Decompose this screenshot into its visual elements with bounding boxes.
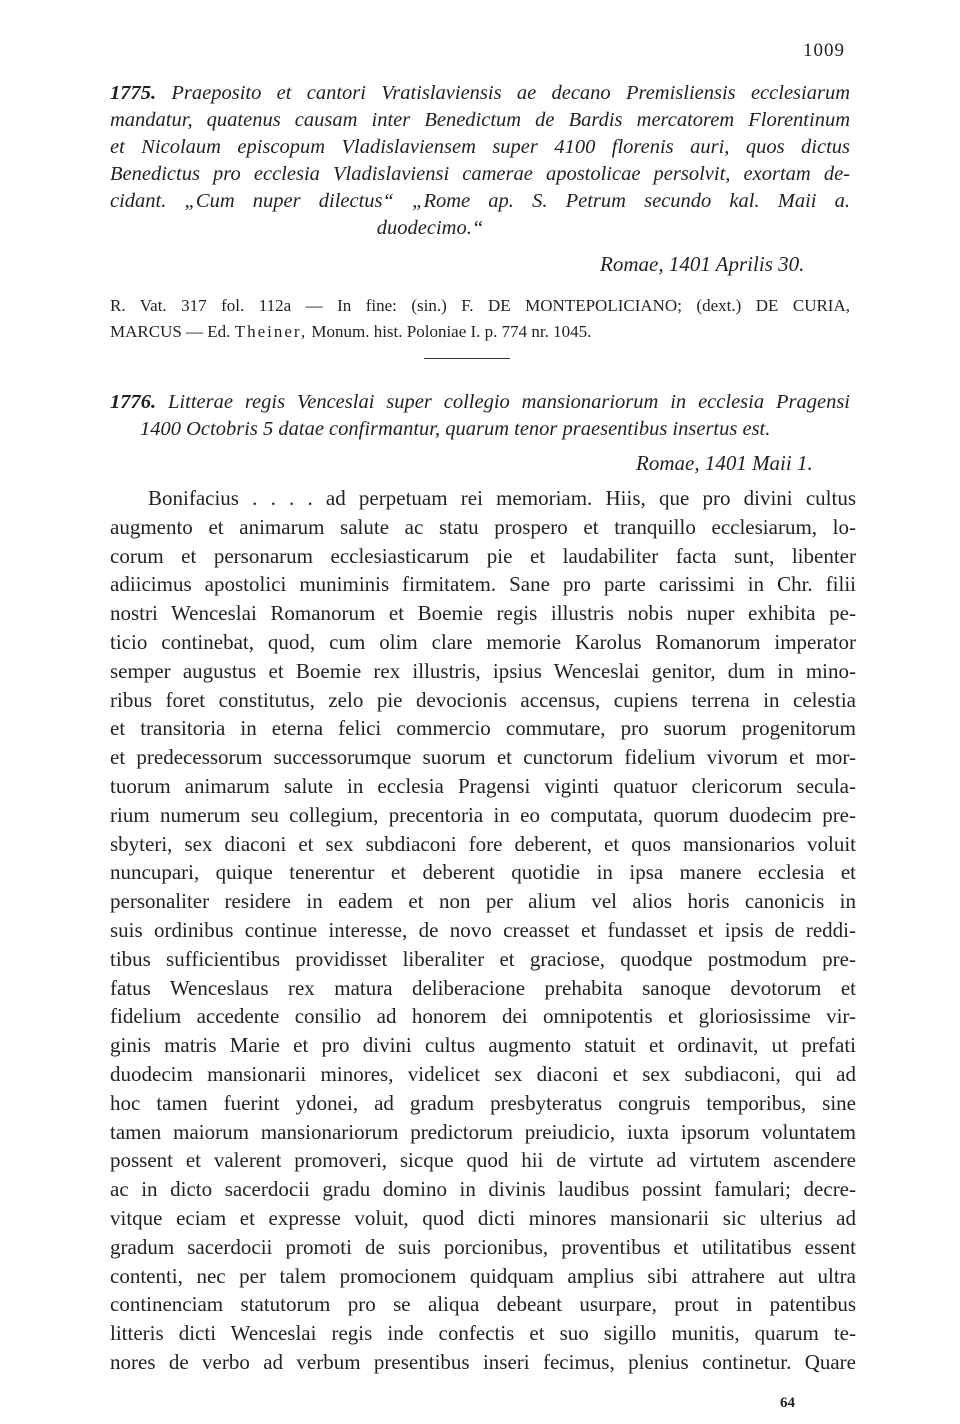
text-line: ticio continebat, quod, cum olim clare memorie Karolus Romanorum imperator	[110, 629, 856, 654]
text-line: augmento et animarum salute ac statu prospero et tranquillo ecclesiarum, lo-	[110, 514, 856, 539]
summary-last-line: duodecimo.“	[376, 217, 484, 239]
source-line: MARCUS — Ed. Theiner, Monum. hist. Poloniae I. p. 774 nr. 1045.	[110, 322, 592, 341]
entry-1775-summary	[110, 80, 850, 242]
text-line: nostri Wenceslai Romanorum et Boemie regis illustris nobis nuper exhibita pe-	[110, 601, 856, 626]
entry-number: 1776.	[110, 391, 157, 413]
page-number: 1009	[803, 40, 845, 61]
entry-1776-text	[110, 484, 856, 1377]
text-line: tuorum animarum salute in ecclesia Pragensi viginti quatuor clericorum secula-	[110, 773, 856, 798]
text-line: fidelium accedente consilio ad honorem dei omnipotentis et gloriosissime vir-	[110, 1004, 856, 1029]
summary-line: cidant. „Cum nuper dilectus“ „Rome ap. S. Petrum secundo kal. Maii a.	[110, 190, 850, 212]
entry-1775-date: Romae, 1401 Aprilis 30.	[600, 252, 805, 276]
text-line: personaliter residere in eadem et non per alium vel alios horis canonicis in	[110, 889, 856, 914]
text-line: contenti, nec per talem promocionem quidquam amplius sibi attrahere aut ultra	[110, 1263, 856, 1288]
text-line: duodecim mansionarii minores, videlicet sex diaconi et sex subdiaconi, qui ad	[110, 1061, 856, 1086]
summary-line: 1776. Litterae regis Venceslai super collegio mansionariorum in ecclesia Pragensi	[110, 391, 851, 413]
editor-name: Theiner,	[234, 322, 308, 341]
source-line: R. Vat. 317 fol. 112a — In fine: (sin.) F. DE MONTEPOLICIANO; (dext.) DE CURIA,	[110, 296, 850, 315]
text-line: ginis matris Marie et pro divini cultus augmento statuit et ordinavit, ut prefati	[110, 1033, 856, 1058]
text-line: sbyteri, sex diaconi et sex subdiaconi fore deberent, et quos mansionarios voluit	[110, 831, 856, 856]
entry-1775-source	[110, 293, 850, 345]
text-line: gradum sacerdocii promoti de suis porcionibus, proventibus et utilitatibus essent	[110, 1234, 856, 1259]
text-line: fatus Wenceslaus rex matura deliberacione prehabita sanoque devotorum et	[110, 975, 856, 1000]
text-line: nuncupari, quique tenerentur et deberent quotidie in ipsa manere ecclesia et	[110, 860, 856, 885]
summary-line: mandatur, quatenus causam inter Benedictum de Bardis mercatorem Florentinum	[110, 109, 850, 131]
text-line: continenciam statutorum pro se aliqua debeant usurpare, prout in patentibus	[110, 1292, 856, 1317]
text-line: litteris dicti Wenceslai regis inde confectis et suo sigillo munitis, quarum te-	[110, 1321, 856, 1346]
summary-line: Benedictus pro ecclesia Vladislaviensi camerae apostolicae persolvit, exortam de-	[110, 163, 850, 185]
text-line: rium numerum seu collegium, precentoria in eo computata, quorum duodecim pre-	[110, 802, 856, 827]
text-line: ac in dicto sacerdocii gradu domino in divinis laudibus possint famulari; decre-	[110, 1177, 856, 1202]
summary-line: 1400 Octobris 5 datae confirmantur, quarum tenor praesentibus insertus est.	[140, 418, 771, 440]
entry-1776-date: Romae, 1401 Maii 1.	[636, 451, 813, 475]
text-line: tibus sufficientibus providisset liberaliter et graciose, quodque postmodum pre-	[110, 946, 856, 971]
text-line: possent et valerent promoveri, sicque quod hii de virtute ad virtutem ascendere	[110, 1148, 856, 1173]
text-line: hoc tamen fuerint ydonei, ad gradum presbyteratus congruis temporibus, sine	[110, 1090, 856, 1115]
section-divider	[424, 358, 510, 359]
text-line: adiicimus apostolici muniminis firmitatem. Sane pro parte carissimi in Chr. filii	[110, 572, 856, 597]
text-line: suis ordinibus continue interesse, de novo creasset et fundasset et ipsis de reddi-	[110, 917, 856, 942]
text-line: semper augustus et Boemie rex illustris, ipsius Wenceslai genitor, dum in mino-	[110, 658, 856, 683]
text-line: corum et personarum ecclesiasticarum pie et laudabiliter facta sunt, libenter	[110, 543, 856, 568]
text-line: et transitoria in eterna felici commercio commutare, pro suorum progenitorum	[110, 716, 856, 741]
text-line: ribus foret constitutus, zelo pie devocionis accensus, cupiens terrena in celestia	[110, 687, 856, 712]
signature-mark: 64	[780, 1395, 795, 1411]
text-line: nores de verbo ad verbum presentibus inseri fecimus, plenius continetur. Quare	[110, 1349, 856, 1374]
entry-1776-summary	[110, 389, 850, 443]
text-line: Bonifacius . . . . ad perpetuam rei memoriam. Hiis, que pro divini cultus	[148, 486, 856, 510]
summary-line: et Nicolaum episcopum Vladislaviensem super 4100 florenis auri, quos dictus	[110, 136, 850, 158]
text-line: vitque eciam et expresse voluit, quod dicti minores mansionarii sic ulterius ad	[110, 1205, 856, 1230]
entry-number: 1775.	[110, 82, 157, 104]
summary-line: 1775. Praeposito et cantori Vratislaviensis ae decano Premisliensis ecclesiarum	[110, 82, 850, 104]
text-line: tamen maiorum mansionariorum predictorum preiudicio, iuxta ipsorum voluntatem	[110, 1119, 856, 1144]
text-line: et predecessorum successorumque suorum et cunctorum fidelium vivorum et mor-	[110, 745, 856, 770]
